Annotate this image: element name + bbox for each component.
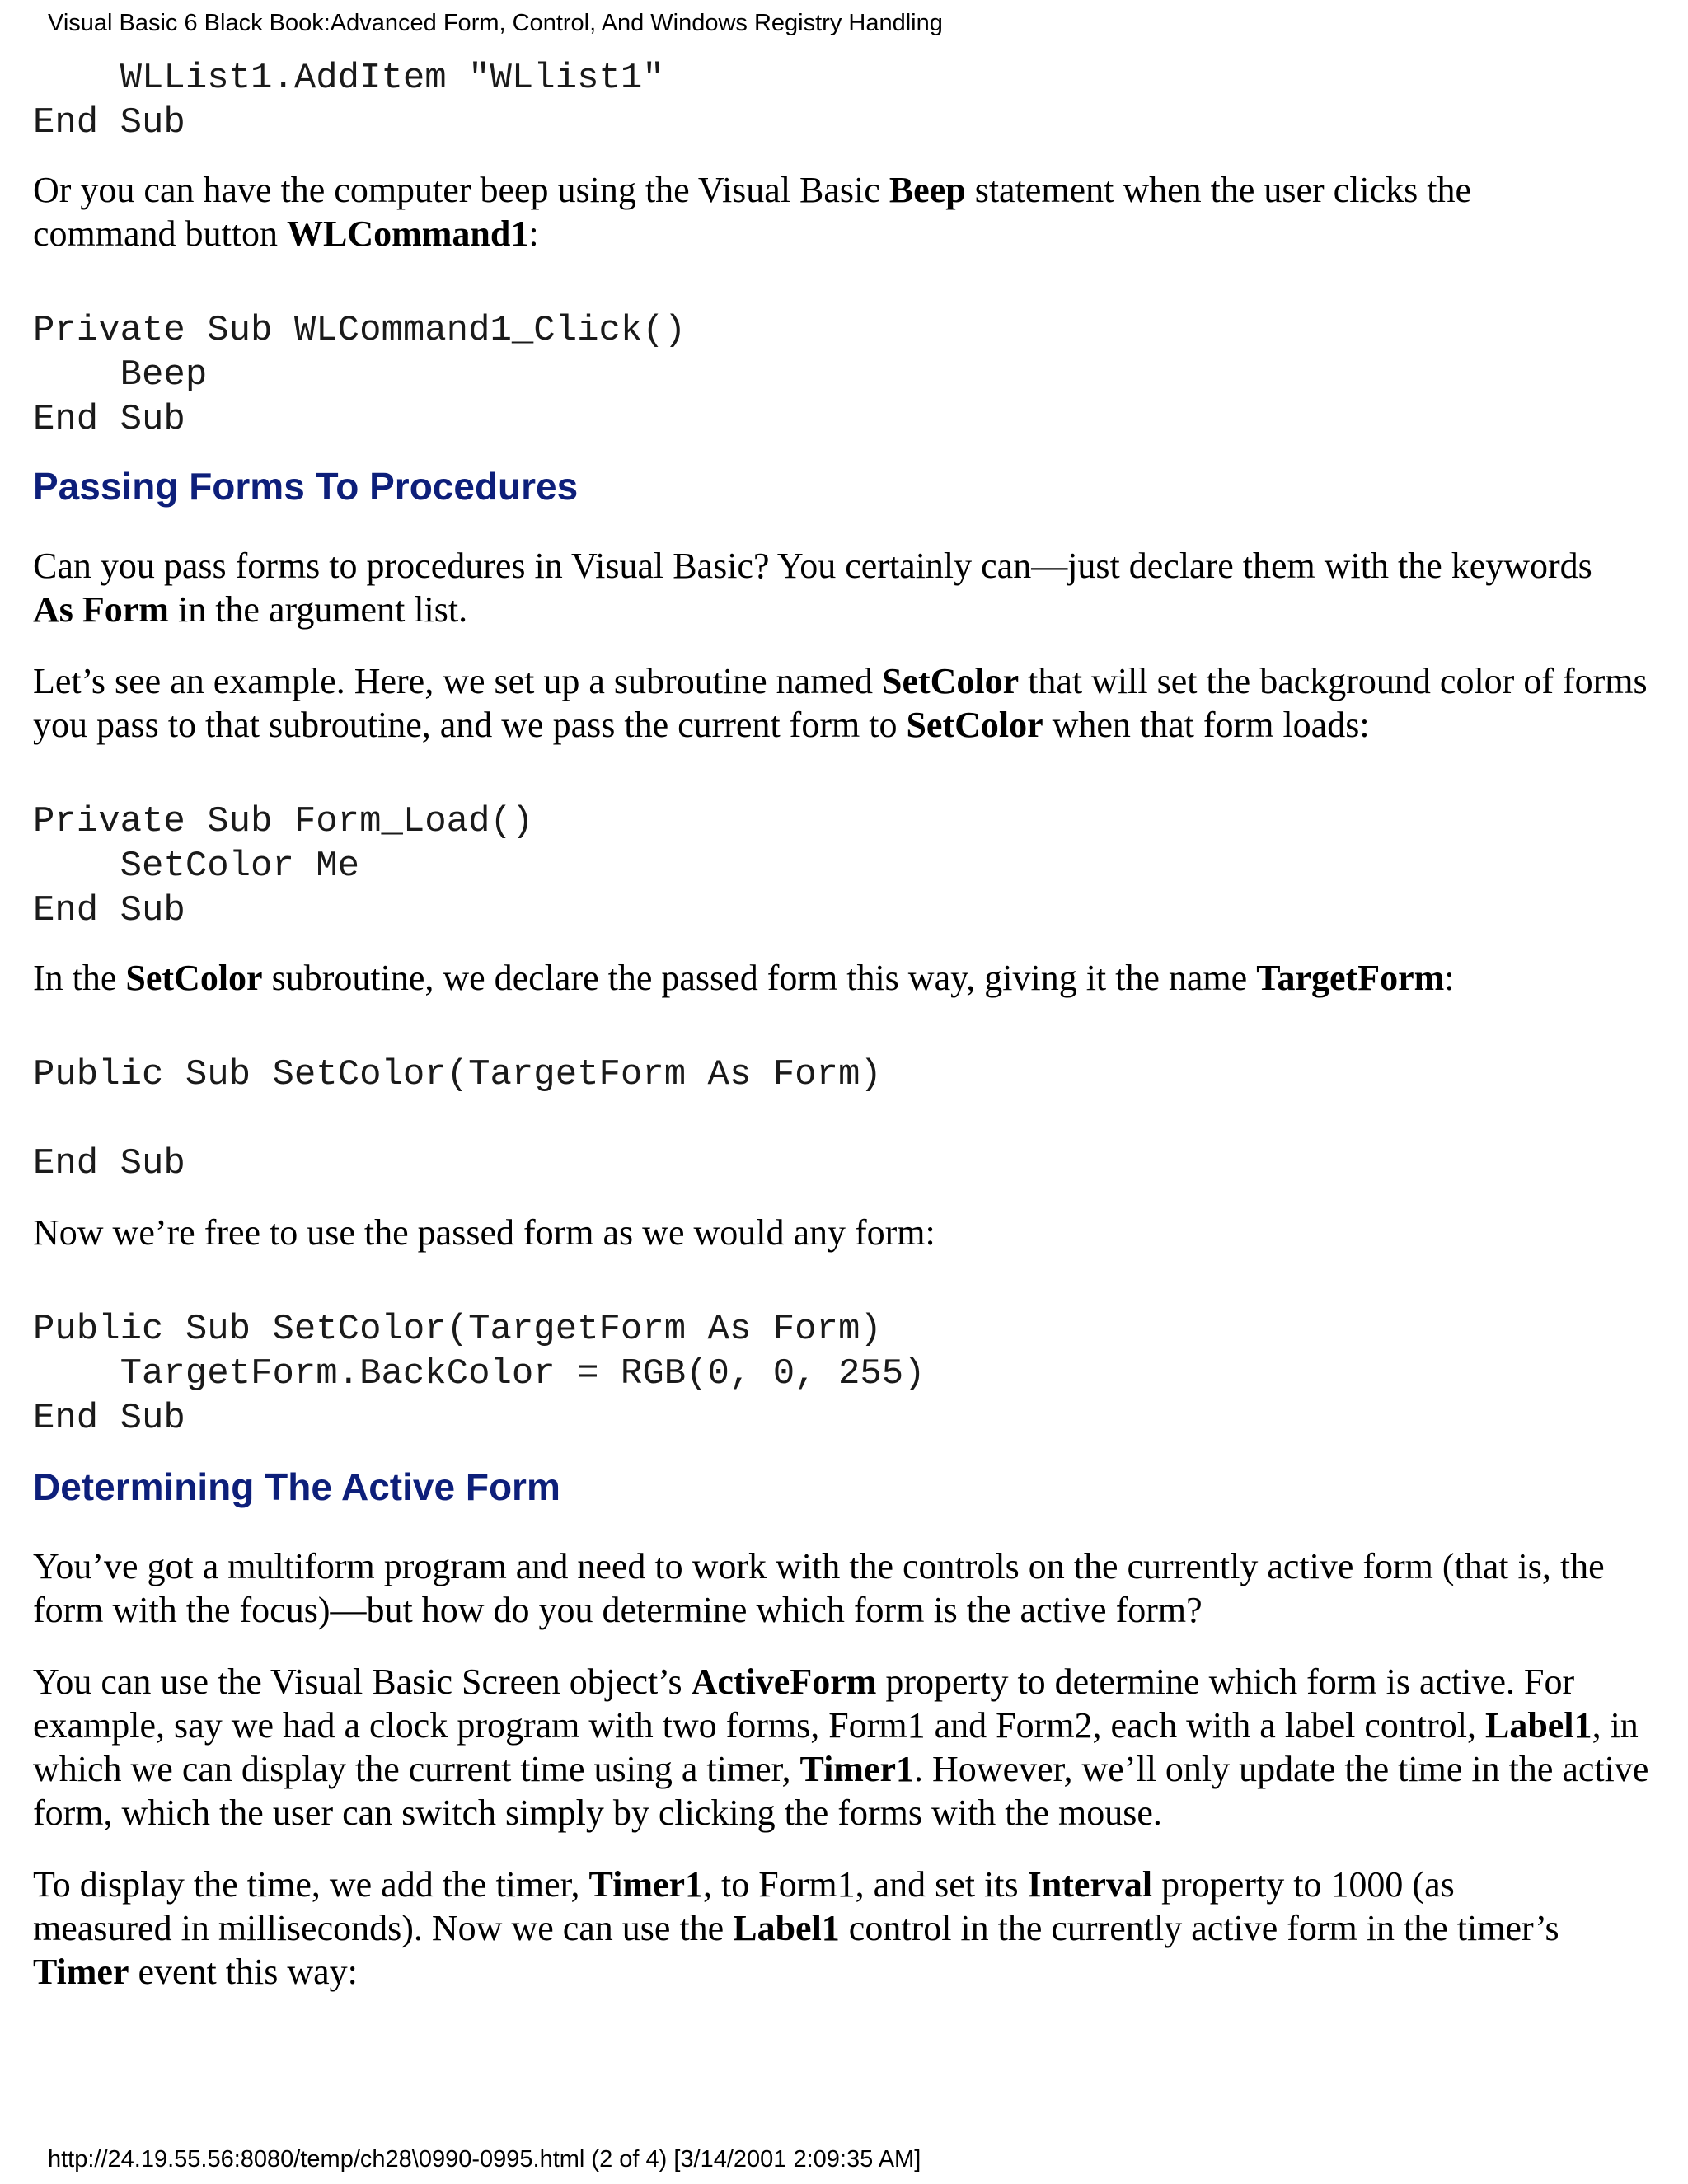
text-run: statement when the user clicks the command button — [33, 170, 1472, 254]
keyword-setcolor: SetColor — [906, 705, 1043, 745]
paragraph-activeform-property — [33, 1660, 1657, 1835]
text-run: Or you can have the computer beep using the Visual Basic — [33, 170, 889, 210]
paragraph-pass-forms — [33, 544, 1599, 631]
paragraph-beep — [33, 168, 1599, 255]
keyword-label1: Label1 — [733, 1908, 840, 1948]
text-run: To display the time, we add the timer, — [33, 1864, 589, 1905]
text-run: You can use the Visual Basic Screen object’s — [33, 1661, 692, 1702]
keyword-targetform: TargetForm — [1256, 958, 1445, 998]
text-run: when that form loads: — [1043, 705, 1370, 745]
section-heading-active-form: Determining The Active Form — [33, 1465, 560, 1508]
keyword-setcolor: SetColor — [125, 958, 263, 998]
keyword-as-form: As Form — [33, 589, 169, 630]
document-body — [33, 56, 1657, 1994]
code-block-additem: WLList1.AddItem "WLlist1" End Sub — [33, 58, 664, 143]
keyword-timer1: Timer1 — [588, 1864, 704, 1905]
keyword-activeform: ActiveForm — [691, 1661, 877, 1702]
paragraph-use-passed-form: Now we’re free to use the passed form as we would any form: — [33, 1212, 935, 1253]
text-run: Let’s see an example. Here, we set up a subroutine named — [33, 661, 882, 701]
text-run: : — [1444, 958, 1455, 998]
keyword-label1: Label1 — [1484, 1705, 1592, 1746]
text-run: In the — [33, 958, 126, 998]
keyword-beep: Beep — [889, 170, 966, 210]
paragraph-setcolor-example — [33, 659, 1657, 747]
keyword-timer: Timer — [33, 1952, 129, 1992]
text-run: . However, we’ll only update the time in the active form, which the user can switch simply by clicking the forms with the mouse. — [33, 1749, 1649, 1833]
text-run: : — [528, 213, 539, 254]
text-run: property to determine which form is active. For example, say we had a clock program with two forms, Form1 and Form2, each with a label control, — [33, 1661, 1575, 1746]
text-run: subroutine, we declare the passed form this way, giving it the name — [262, 958, 1257, 998]
paragraph-multiform-question: You’ve got a multiform program and need to work with the controls on the currently active form (that is, the form with the focus)—but how do you determine which form is the active form? — [33, 1546, 1605, 1630]
paragraph-display-time — [33, 1863, 1599, 1994]
text-run: control in the currently active form in the timer’s — [839, 1908, 1559, 1948]
text-run: event this way: — [129, 1952, 358, 1992]
paragraph-setcolor-declare — [33, 956, 1657, 1000]
text-run: , in which we can display the current time using a timer, — [33, 1705, 1639, 1789]
code-block-form-load: Private Sub Form_Load() SetColor Me End Sub — [33, 801, 534, 931]
text-run: property to 1000 (as measured in milliseconds). Now we can use the — [33, 1864, 1455, 1948]
keyword-setcolor: SetColor — [881, 661, 1020, 701]
code-block-setcolor-backcolor: Public Sub SetColor(TargetForm As Form) TargetForm.BackColor = RGB(0, 0, 255) End Sub — [33, 1309, 926, 1439]
keyword-wlcommand1: WLCommand1 — [286, 213, 529, 254]
text-run: , to Form1, and set its — [703, 1864, 1028, 1905]
keyword-timer1: Timer1 — [799, 1749, 915, 1789]
keyword-interval: Interval — [1027, 1864, 1153, 1905]
page-footer-url: http://24.19.55.56:8080/temp/ch28\0990-0995.html (2 of 4) [3/14/2001 2:09:35 AM] — [48, 2146, 921, 2172]
section-heading-passing-forms: Passing Forms To Procedures — [33, 465, 579, 508]
text-run: in the argument list. — [168, 589, 468, 630]
code-block-wlcommand1-click: Private Sub WLCommand1_Click() Beep End Sub — [33, 310, 687, 440]
text-run: that will set the background color of forms you pass to that subroutine, and we pass the current form to — [33, 661, 1648, 745]
code-block-setcolor-empty: Public Sub SetColor(TargetForm As Form) End Sub — [33, 1054, 882, 1184]
page-header-title: Visual Basic 6 Black Book:Advanced Form, Control, And Windows Registry Handling — [48, 10, 943, 36]
text-run: Can you pass forms to procedures in Visual Basic? You certainly can—just declare them with the keywords — [33, 546, 1592, 586]
